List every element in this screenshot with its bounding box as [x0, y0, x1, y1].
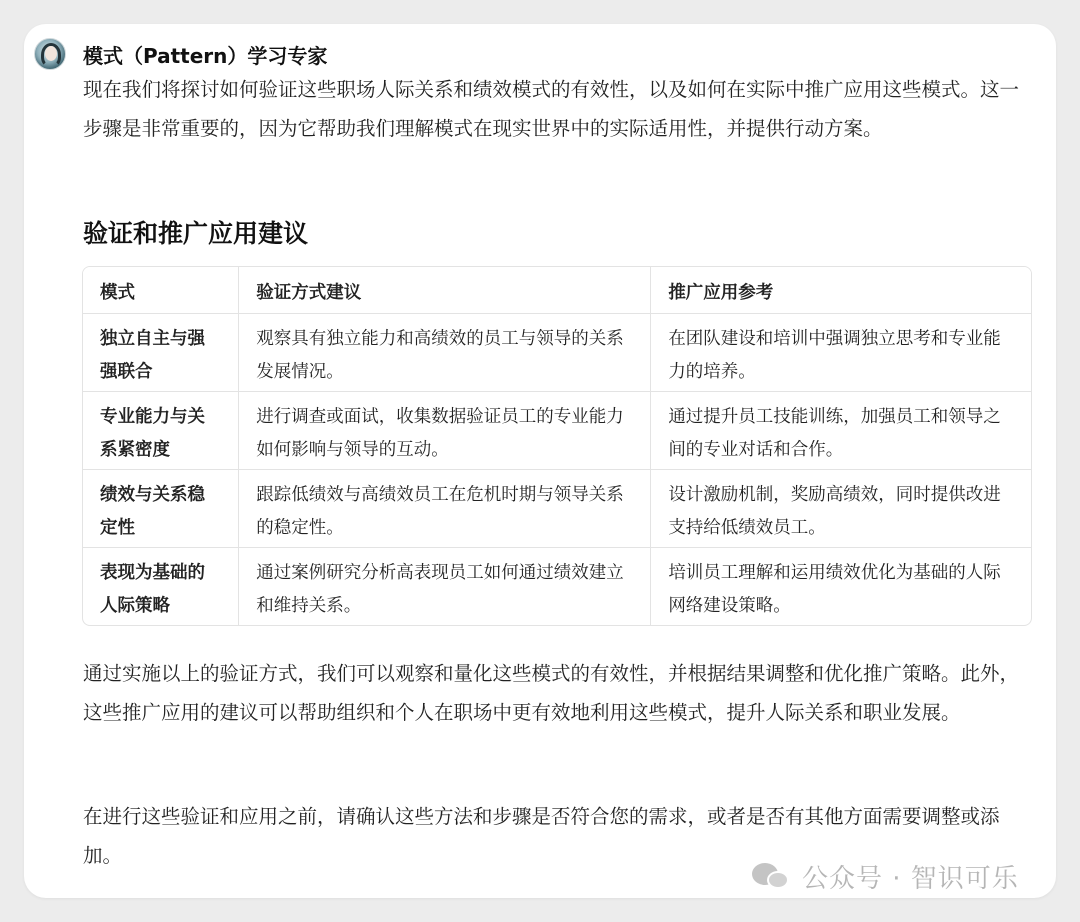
watermark-text: 公众号 · 智识可乐 — [802, 864, 1019, 894]
table-header-row — [83, 267, 1031, 313]
table-header-cell: 验证方式建议 — [239, 267, 651, 313]
wechat-icon — [752, 861, 792, 893]
application-cell: 设计激励机制，奖励高绩效，同时提供改进支持给低绩效员工。 — [651, 469, 1031, 547]
avatar-face — [45, 46, 57, 61]
table-row — [83, 547, 1031, 625]
intro-paragraph: 现在我们将探讨如何验证这些职场人际关系和绩效模式的有效性，以及如何在实际中推广应用这些模式。这一步骤是非常重要的，因为它帮助我们理解模式在现实世界中的实际适用性，并提供行动方案。 — [83, 78, 1020, 140]
application-cell: 通过提升员工技能训练，加强员工和领导之间的专业对话和合作。 — [651, 391, 1031, 469]
application-cell: 在团队建设和培训中强调独立思考和专业能力的培养。 — [651, 313, 1031, 391]
validation-cell: 进行调查或面试，收集数据验证员工的专业能力如何影响与领导的互动。 — [239, 391, 651, 469]
validation-cell: 跟踪低绩效与高绩效员工在危机时期与领导关系的稳定性。 — [239, 469, 651, 547]
pattern-cell: 独立自主与强强联合 — [83, 313, 239, 391]
conclusion-paragraph: 通过实施以上的验证方式，我们可以观察和量化这些模式的有效性，并根据结果调整和优化推广策略。此外，这些推广应用的建议可以帮助组织和个人在职场中更有效地利用这些模式，提升人际关系和职业发展。 — [83, 662, 1020, 724]
table-row — [83, 313, 1031, 391]
validation-cell: 通过案例研究分析高表现员工如何通过绩效建立和维持关系。 — [239, 547, 651, 625]
section-heading: 验证和推广应用建议 — [83, 219, 309, 248]
assistant-name: 模式（Pattern）学习专家 — [83, 44, 328, 68]
watermark — [752, 858, 1019, 895]
assistant-avatar[interactable] — [34, 38, 66, 70]
pattern-cell: 表现为基础的人际策略 — [83, 547, 239, 625]
table-row — [83, 469, 1031, 547]
application-cell: 培训员工理解和运用绩效优化为基础的人际网络建设策略。 — [668, 562, 1001, 616]
table-header-cell: 模式 — [83, 267, 239, 313]
pattern-cell: 专业能力与关系紧密度 — [83, 391, 239, 469]
validation-cell: 观察具有独立能力和高绩效的员工与领导的关系发展情况。 — [239, 313, 651, 391]
closing-paragraph: 在进行这些验证和应用之前，请确认这些方法和步骤是否符合您的需求，或者是否有其他方面需要调整或添加。 — [83, 805, 1000, 867]
table-header-cell: 推广应用参考 — [651, 267, 1031, 313]
table-row — [83, 391, 1031, 469]
pattern-cell: 绩效与关系稳定性 — [83, 469, 239, 547]
suggestion-table — [82, 266, 1032, 626]
